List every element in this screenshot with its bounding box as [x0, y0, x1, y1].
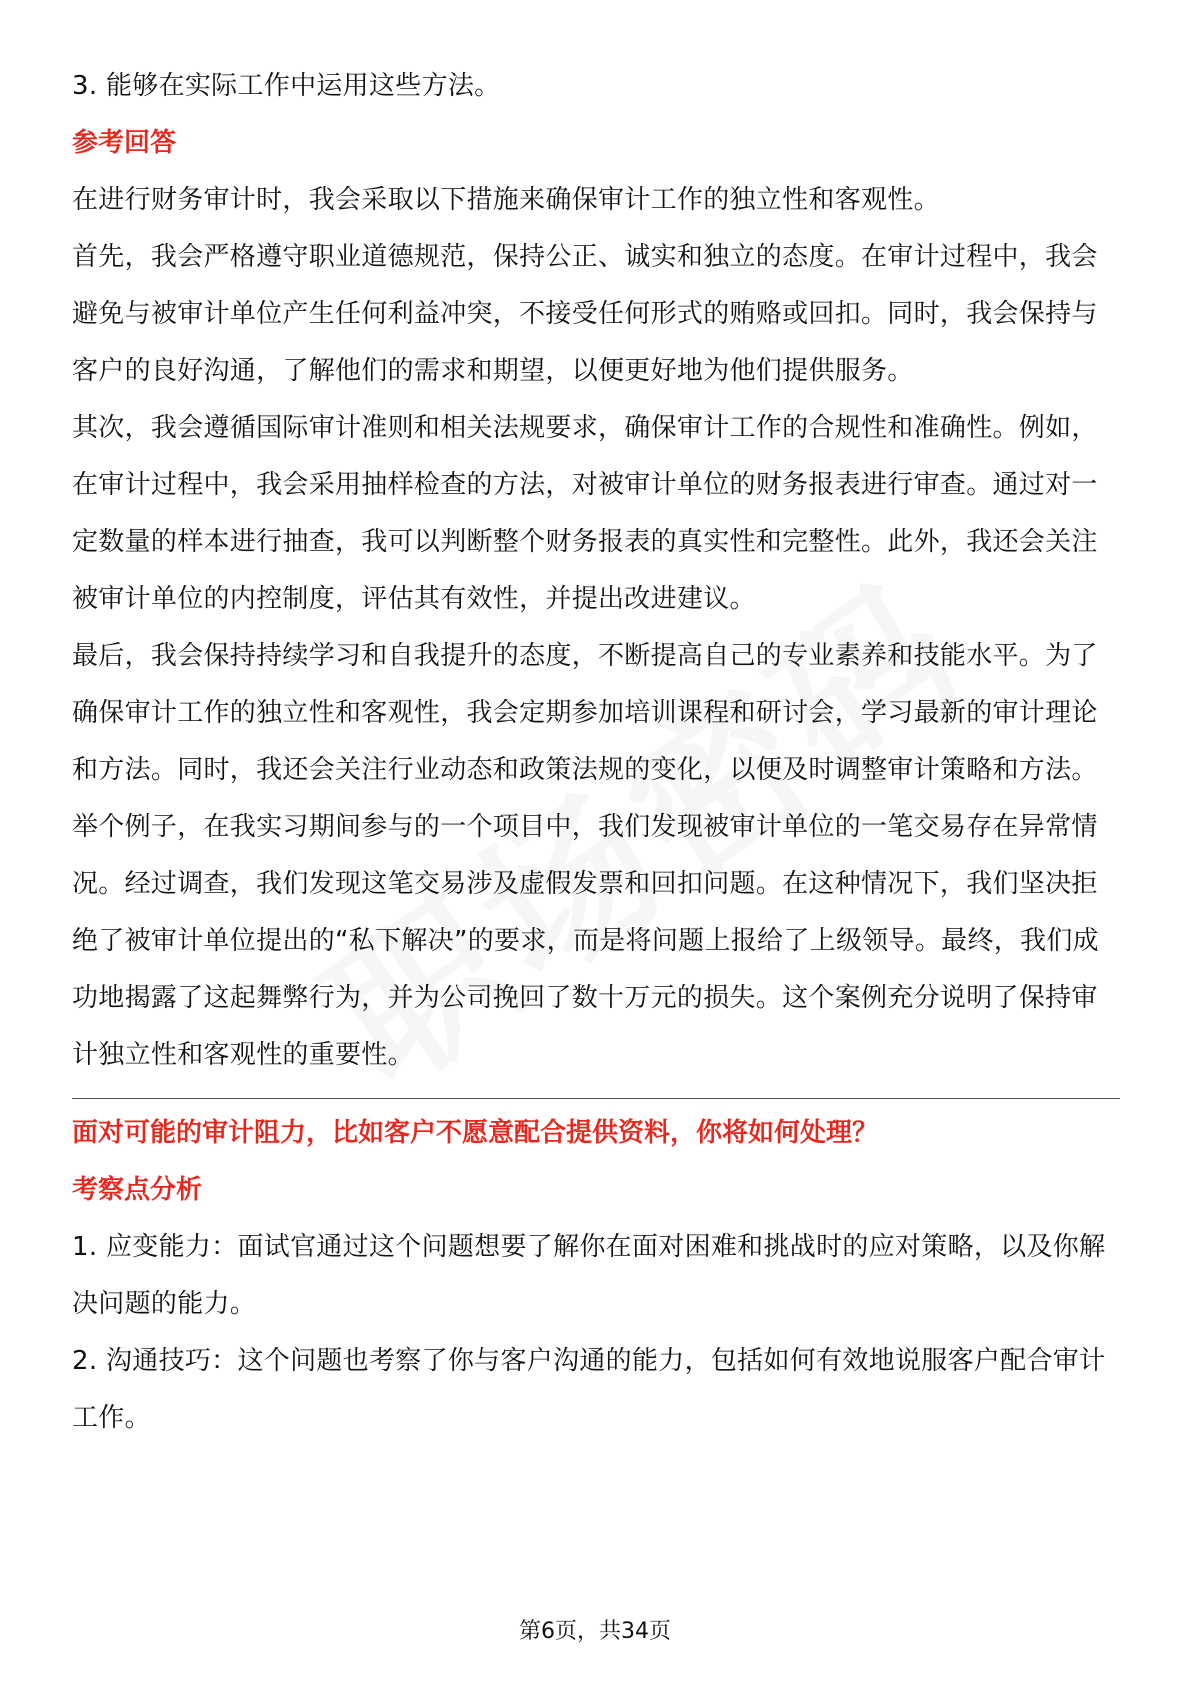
answer-paragraph: 最后，我会保持持续学习和自我提升的态度，不断提高自己的专业素养和技能水平。为了确保审计工作的独立性和客观性，我会定期参加培训课程和研讨会，学习最新的审计理论和方法。同时，我还会关注行业动态和政策法规的变化，以便及时调整审计策略和方法。	[72, 641, 1098, 785]
analysis-point: 1. 应变能力：面试官通过这个问题想要了解你在面对困难和挑战时的应对策略，以及你解决问题的能力。	[72, 1232, 1106, 1319]
analysis-heading: 考察点分析	[72, 1175, 203, 1205]
question-title: 面对可能的审计阻力，比如客户不愿意配合提供资料，你将如何处理？	[72, 1118, 879, 1148]
page-footer: 第6页，共34页	[519, 1619, 671, 1644]
document-body	[72, 58, 1120, 1447]
top-list-item: 3. 能够在实际工作中运用这些方法。	[72, 71, 501, 101]
answer-paragraph: 在进行财务审计时，我会采取以下措施来确保审计工作的独立性和客观性。	[72, 185, 940, 215]
section-divider	[72, 1098, 1120, 1099]
answer-paragraph: 首先，我会严格遵守职业道德规范，保持公正、诚实和独立的态度。在审计过程中，我会避免与被审计单位产生任何利益冲突，不接受任何形式的贿赂或回扣。同时，我会保持与客户的良好沟通，了解他们的需求和期望，以便更好地为他们提供服务。	[72, 242, 1098, 386]
answer-paragraph: 其次，我会遵循国际审计准则和相关法规要求，确保审计工作的合规性和准确性。例如，在审计过程中，我会采用抽样检查的方法，对被审计单位的财务报表进行审查。通过对一定数量的样本进行抽查，我可以判断整个财务报表的真实性和完整性。此外，我还会关注被审计单位的内控制度，评估其有效性，并提出改进建议。	[72, 413, 1098, 614]
answer-paragraph: 举个例子，在我实习期间参与的一个项目中，我们发现被审计单位的一笔交易存在异常情况。经过调查，我们发现这笔交易涉及虚假发票和回扣问题。在这种情况下，我们坚决拒绝了被审计单位提出的“私下解决”的要求，而是将问题上报给了上级领导。最终，我们成功地揭露了这起舞弊行为，并为公司挽回了数十万元的损失。这个案例充分说明了保持审计独立性和客观性的重要性。	[72, 812, 1099, 1070]
answer-heading: 参考回答	[72, 128, 177, 158]
analysis-point: 2. 沟通技巧：这个问题也考察了你与客户沟通的能力，包括如何有效地说服客户配合审计工作。	[72, 1346, 1106, 1433]
